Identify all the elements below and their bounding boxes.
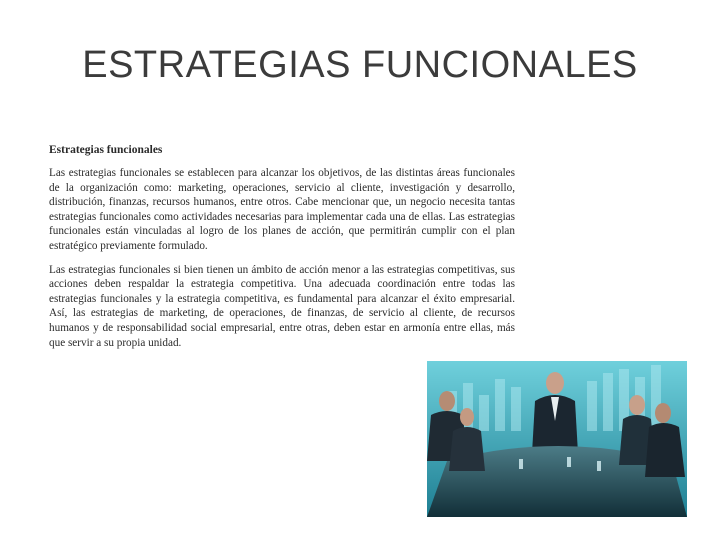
business-meeting-photo (427, 361, 687, 517)
document-excerpt (49, 144, 515, 359)
document-heading: Estrategias funcionales (49, 144, 163, 156)
meeting-illustration (427, 361, 687, 517)
slide-title: ESTRATEGIAS FUNCIONALES (82, 44, 638, 86)
document-paragraph-1: Las estrategias funcionales se establecen para alcanzar los objetivos, de las distintas áreas funcionales de la organización como: marketing, operaciones, servicio al cliente, investigación y desarrollo, distribución, finanzas, recursos humanos, entre otros. Cabe mencionar que, un negocio necesita tantas estrategias funcionales como actividades necesarias para implementar cada una de ellas. Las estrategias funcionales están vinculadas al logro de los planes de acción, que permitirán cumplir con el plan estratégico previamente formulado. (49, 167, 515, 252)
document-paragraph-2: Las estrategias funcionales si bien tienen un ámbito de acción menor a las estrategias competitivas, sus acciones deben respaldar la estrategia competitiva. Una adecuada coordinación entre todas las estrategias funcionales y la estrategia competitiva, es fundamental para alcanzar el éxito empresarial. Así, las estrategias de marketing, de operaciones, de finanzas, de servicio al cliente, de recursos humanos y de responsabilidad social empresarial, entre otras, deben estar en armonía entre ellas, más que servir a su propia unidad. (49, 263, 515, 349)
